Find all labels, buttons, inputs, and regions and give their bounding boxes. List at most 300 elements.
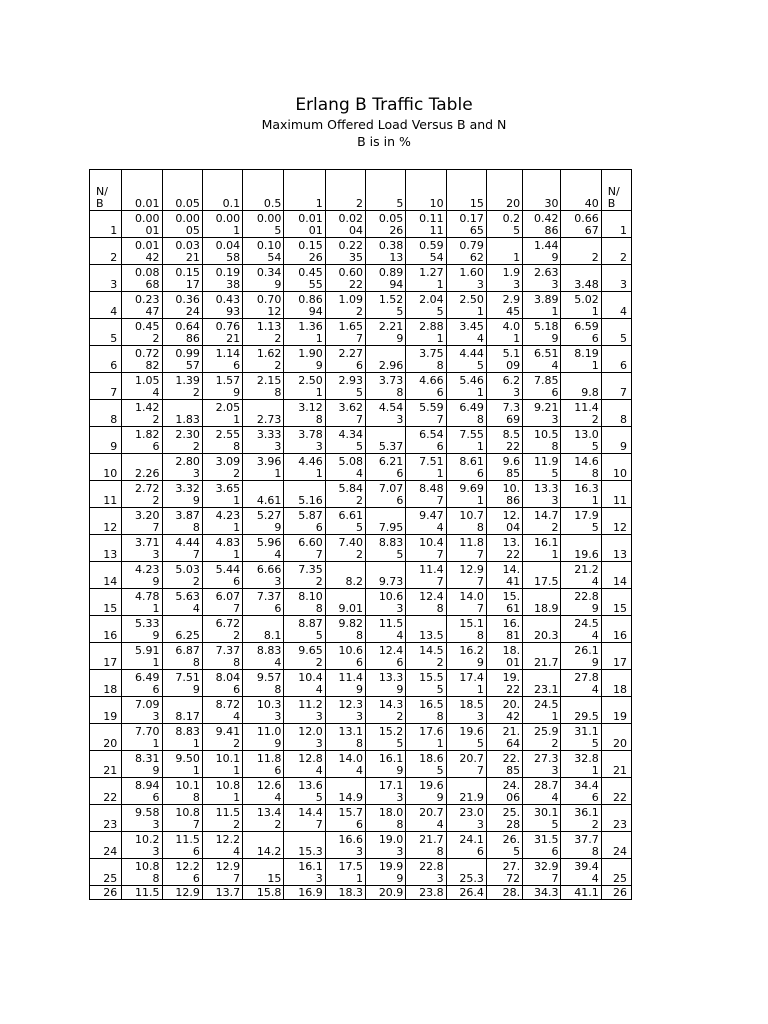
table-cell: 5.02 1: [561, 292, 601, 319]
table-cell: 12.4 6: [366, 643, 406, 670]
row-n-label-left: 21: [90, 751, 122, 778]
table-header-row: [90, 170, 632, 211]
table-cell: 2.30 2: [162, 427, 202, 454]
table-cell: 9.65 2: [284, 643, 325, 670]
table-cell: 2.15 8: [243, 373, 284, 400]
table-cell: 11.2 3: [284, 697, 325, 724]
row-n-label-left: 1: [90, 211, 122, 238]
table-row: [90, 832, 632, 859]
table-cell: 12.3 3: [325, 697, 365, 724]
table-cell: 26.1 9: [561, 643, 601, 670]
table-cell: 18.9: [523, 589, 561, 616]
table-cell: 18.3: [325, 886, 365, 900]
table-cell: 14.2: [243, 832, 284, 859]
table-cell: 8.48 7: [406, 481, 446, 508]
table-cell: 18.0 8: [366, 805, 406, 832]
table-row: [90, 535, 632, 562]
table-cell: 1.36 1: [284, 319, 325, 346]
table-cell: 7.07 6: [366, 481, 406, 508]
row-n-label-right: 26: [601, 886, 631, 900]
table-cell: 0.45 55: [284, 265, 325, 292]
table-cell: 3.62 7: [325, 400, 365, 427]
table-cell: 16.9: [284, 886, 325, 900]
row-n-label-left: 19: [90, 697, 122, 724]
table-cell: 6.25: [162, 616, 202, 643]
table-cell: 3.78 3: [284, 427, 325, 454]
table-cell: 3.32 9: [162, 481, 202, 508]
table-cell: 0.64 86: [162, 319, 202, 346]
table-row: [90, 346, 632, 373]
table-cell: 3.89 1: [523, 292, 561, 319]
row-n-label-left: 16: [90, 616, 122, 643]
row-n-label-left: 24: [90, 832, 122, 859]
table-row: [90, 859, 632, 886]
table-cell: 0.04 58: [202, 238, 242, 265]
table-cell: 7.09 3: [122, 697, 162, 724]
row-n-label-right: 16: [601, 616, 631, 643]
row-n-label-right: 23: [601, 805, 631, 832]
table-cell: 9.41 2: [202, 724, 242, 751]
table-cell: 11.5: [122, 886, 162, 900]
table-cell: 10.2 3: [122, 832, 162, 859]
table-cell: 10.3 3: [243, 697, 284, 724]
table-cell: 3.75 8: [406, 346, 446, 373]
table-cell: 6.49 6: [122, 670, 162, 697]
table-cell: 3.73 8: [366, 373, 406, 400]
table-cell: 5.46 1: [446, 373, 486, 400]
table-cell: 0.22 35: [325, 238, 365, 265]
table-cell: 0.76 21: [202, 319, 242, 346]
column-header: 0.05: [162, 170, 202, 211]
row-n-label-left: 3: [90, 265, 122, 292]
table-cell: 1.82 6: [122, 427, 162, 454]
table-cell: 1.83: [162, 400, 202, 427]
table-cell: 3.33 3: [243, 427, 284, 454]
table-row: [90, 589, 632, 616]
table-cell: 25.9 2: [523, 724, 561, 751]
table-cell: 11.4 7: [406, 562, 446, 589]
table-cell: 6.54 6: [406, 427, 446, 454]
table-row: [90, 643, 632, 670]
table-cell: 16.1 3: [284, 859, 325, 886]
row-n-label-right: 15: [601, 589, 631, 616]
row-n-label-right: 3: [601, 265, 631, 292]
table-cell: 16.6 3: [325, 832, 365, 859]
table-cell: 16.1 9: [366, 751, 406, 778]
table-cell: 0.17 65: [446, 211, 486, 238]
table-cell: 7.51 9: [162, 670, 202, 697]
table-cell: 8.31 9: [122, 751, 162, 778]
table-cell: 9.21 3: [523, 400, 561, 427]
table-cell: 1.65 7: [325, 319, 365, 346]
row-n-label-right: 7: [601, 373, 631, 400]
table-cell: 0.23 47: [122, 292, 162, 319]
table-cell: 7.55 1: [446, 427, 486, 454]
table-cell: 13.6 5: [284, 778, 325, 805]
table-cell: 0.99 57: [162, 346, 202, 373]
page-title: Erlang B Traffic Table: [295, 95, 473, 115]
table-cell: 6.49 8: [446, 400, 486, 427]
table-cell: 2.73: [243, 400, 284, 427]
table-cell: 1.05 4: [122, 373, 162, 400]
table-cell: 7.35 2: [284, 562, 325, 589]
table-cell: 32.9 7: [523, 859, 561, 886]
table-cell: 0.15 26: [284, 238, 325, 265]
table-cell: 12.0 3: [284, 724, 325, 751]
row-n-label-right: 9: [601, 427, 631, 454]
table-cell: 19.6: [561, 535, 601, 562]
table-cell: 4.0 1: [486, 319, 522, 346]
table-cell: 1: [486, 238, 522, 265]
table-cell: 2.63 3: [523, 265, 561, 292]
table-cell: 2.21 9: [366, 319, 406, 346]
table-cell: 0.66 67: [561, 211, 601, 238]
table-cell: 27.8 4: [561, 670, 601, 697]
table-cell: 2.55 8: [202, 427, 242, 454]
table-cell: 10.4 4: [284, 670, 325, 697]
table-cell: 0.05 26: [366, 211, 406, 238]
table-cell: 17.5 1: [325, 859, 365, 886]
page-subtitle-units: B is in %: [357, 134, 411, 149]
table-cell: 36.1 2: [561, 805, 601, 832]
row-n-label-right: 10: [601, 454, 631, 481]
table-cell: 7.37 6: [243, 589, 284, 616]
table-row: [90, 292, 632, 319]
table-cell: 5.59 7: [406, 400, 446, 427]
table-row: [90, 427, 632, 454]
table-cell: 6.51 4: [523, 346, 561, 373]
table-cell: 15.3: [284, 832, 325, 859]
table-cell: 5.16: [284, 481, 325, 508]
table-cell: 9.6 85: [486, 454, 522, 481]
table-cell: 0.03 21: [162, 238, 202, 265]
table-cell: 8.94 6: [122, 778, 162, 805]
table-cell: 2.50 1: [284, 373, 325, 400]
table-cell: 6.61 5: [325, 508, 365, 535]
table-cell: 5.37: [366, 427, 406, 454]
row-n-label-right: 21: [601, 751, 631, 778]
row-n-label-right: 11: [601, 481, 631, 508]
table-cell: 2.05 1: [202, 400, 242, 427]
table-cell: 12. 04: [486, 508, 522, 535]
table-cell: 14.3 2: [366, 697, 406, 724]
row-n-label-left: 15: [90, 589, 122, 616]
table-row: [90, 373, 632, 400]
column-header: 5: [366, 170, 406, 211]
column-header: 40: [561, 170, 601, 211]
table-cell: 17.6 1: [406, 724, 446, 751]
table-row: [90, 751, 632, 778]
corner-header-left: N/ B: [90, 170, 122, 211]
table-cell: 14.9: [325, 778, 365, 805]
row-n-label-left: 9: [90, 427, 122, 454]
table-cell: 10.7 8: [446, 508, 486, 535]
table-cell: 14.0 4: [325, 751, 365, 778]
table-cell: 10.8 1: [202, 778, 242, 805]
table-cell: 11.4 9: [325, 670, 365, 697]
table-cell: 3.45 4: [446, 319, 486, 346]
table-cell: 1.42 2: [122, 400, 162, 427]
table-cell: 9.57 8: [243, 670, 284, 697]
table-cell: 3.65 1: [202, 481, 242, 508]
table-cell: 9.01: [325, 589, 365, 616]
table-cell: 8.72 4: [202, 697, 242, 724]
table-cell: 12.4 8: [406, 589, 446, 616]
table-cell: 3.12 8: [284, 400, 325, 427]
table-cell: 6.60 7: [284, 535, 325, 562]
table-cell: 31.1 5: [561, 724, 601, 751]
table-cell: 28.7 4: [523, 778, 561, 805]
table-cell: 4.23 9: [122, 562, 162, 589]
table-cell: 21.7 8: [406, 832, 446, 859]
table-cell: 9.73: [366, 562, 406, 589]
table-cell: 10.8 7: [162, 805, 202, 832]
table-cell: 16.2 9: [446, 643, 486, 670]
table-cell: 22. 85: [486, 751, 522, 778]
table-cell: 1.13 2: [243, 319, 284, 346]
table-cell: 5.44 6: [202, 562, 242, 589]
table-cell: 6.66 3: [243, 562, 284, 589]
table-cell: 9.50 1: [162, 751, 202, 778]
table-cell: 2.80 3: [162, 454, 202, 481]
table-cell: 15.8: [243, 886, 284, 900]
table-cell: 26. 5: [486, 832, 522, 859]
table-cell: 4.66 6: [406, 373, 446, 400]
table-cell: 9.69 1: [446, 481, 486, 508]
table-cell: 20.3: [523, 616, 561, 643]
table-cell: 21.7: [523, 643, 561, 670]
table-cell: 8.5 22: [486, 427, 522, 454]
row-n-label-left: 23: [90, 805, 122, 832]
table-cell: 5.63 4: [162, 589, 202, 616]
table-cell: 4.44 5: [446, 346, 486, 373]
table-cell: 0.43 93: [202, 292, 242, 319]
table-cell: 0.00 01: [122, 211, 162, 238]
table-cell: 23.8: [406, 886, 446, 900]
table-cell: 2.27 6: [325, 346, 365, 373]
table-cell: 13.3 9: [366, 670, 406, 697]
table-cell: 32.8 1: [561, 751, 601, 778]
column-header: 10: [406, 170, 446, 211]
table-cell: 21.9: [446, 778, 486, 805]
table-cell: 8.83 1: [162, 724, 202, 751]
erlang-b-table: [89, 169, 632, 900]
table-cell: 5.08 4: [325, 454, 365, 481]
column-header: 2: [325, 170, 365, 211]
table-cell: 15. 61: [486, 589, 522, 616]
table-cell: 16.3 1: [561, 481, 601, 508]
table-row: [90, 778, 632, 805]
table-cell: 13.4 2: [243, 805, 284, 832]
table-row: [90, 562, 632, 589]
table-cell: 14.5 2: [406, 643, 446, 670]
table-cell: 12.6 4: [243, 778, 284, 805]
table-cell: 0.60 22: [325, 265, 365, 292]
column-header: 20: [486, 170, 522, 211]
table-cell: 7.3 69: [486, 400, 522, 427]
table-cell: 2.26: [122, 454, 162, 481]
row-n-label-right: 14: [601, 562, 631, 589]
table-cell: 17.1 3: [366, 778, 406, 805]
table-cell: 13.3 3: [523, 481, 561, 508]
table-cell: 12.9 7: [202, 859, 242, 886]
row-n-label-left: 6: [90, 346, 122, 373]
table-cell: 3.09 2: [202, 454, 242, 481]
table-cell: 6.21 6: [366, 454, 406, 481]
table-cell: 2.93 5: [325, 373, 365, 400]
table-cell: 7.37 8: [202, 643, 242, 670]
table-cell: 0.00 1: [202, 211, 242, 238]
table-cell: 30.1 5: [523, 805, 561, 832]
table-cell: 0.34 9: [243, 265, 284, 292]
table-cell: 27.3 3: [523, 751, 561, 778]
table-cell: 39.4 4: [561, 859, 601, 886]
table-cell: 1.57 9: [202, 373, 242, 400]
row-n-label-right: 17: [601, 643, 631, 670]
row-n-label-right: 5: [601, 319, 631, 346]
table-cell: 13.1 8: [325, 724, 365, 751]
table-cell: 23.0 3: [446, 805, 486, 832]
table-row: [90, 400, 632, 427]
table-cell: 2.04 5: [406, 292, 446, 319]
table-cell: 5.87 6: [284, 508, 325, 535]
row-n-label-right: 4: [601, 292, 631, 319]
table-cell: 7.40 2: [325, 535, 365, 562]
table-row: [90, 508, 632, 535]
table-cell: 12.8 4: [284, 751, 325, 778]
table-cell: 7.70 1: [122, 724, 162, 751]
table-cell: 4.23 1: [202, 508, 242, 535]
table-cell: 14.4 7: [284, 805, 325, 832]
table-cell: 3.71 3: [122, 535, 162, 562]
row-n-label-left: 5: [90, 319, 122, 346]
table-cell: 10.5 8: [523, 427, 561, 454]
row-n-label-left: 18: [90, 670, 122, 697]
table-cell: 10.4 7: [406, 535, 446, 562]
table-cell: 0.08 68: [122, 265, 162, 292]
table-row: [90, 724, 632, 751]
table-cell: 18. 01: [486, 643, 522, 670]
table-cell: 37.7 8: [561, 832, 601, 859]
table-cell: 8.83 4: [243, 643, 284, 670]
table-cell: 14.7 2: [523, 508, 561, 535]
table-cell: 0.70 12: [243, 292, 284, 319]
table-cell: 1.44 9: [523, 238, 561, 265]
table-row: [90, 454, 632, 481]
table-cell: 0.02 04: [325, 211, 365, 238]
table-cell: 0.72 82: [122, 346, 162, 373]
table-cell: 34.3: [523, 886, 561, 900]
table-cell: 0.00 05: [162, 211, 202, 238]
row-n-label-left: 22: [90, 778, 122, 805]
table-cell: 20.7 7: [446, 751, 486, 778]
row-n-label-left: 20: [90, 724, 122, 751]
table-cell: 41.1: [561, 886, 601, 900]
table-cell: 20. 42: [486, 697, 522, 724]
table-cell: 3.87 8: [162, 508, 202, 535]
table-cell: 5.03 2: [162, 562, 202, 589]
table-cell: 16.1 1: [523, 535, 561, 562]
table-cell: 1.62 2: [243, 346, 284, 373]
table-cell: 8.19 1: [561, 346, 601, 373]
table-cell: 27. 72: [486, 859, 522, 886]
table-cell: 0.38 13: [366, 238, 406, 265]
table-cell: 0.2 5: [486, 211, 522, 238]
column-header: 1: [284, 170, 325, 211]
table-cell: 24.1 6: [446, 832, 486, 859]
table-cell: 0.15 17: [162, 265, 202, 292]
table-cell: 17.4 1: [446, 670, 486, 697]
table-cell: 0.89 94: [366, 265, 406, 292]
table-row: [90, 211, 632, 238]
table-cell: 5.91 1: [122, 643, 162, 670]
table-cell: 4.46 1: [284, 454, 325, 481]
table-cell: 12.9 7: [446, 562, 486, 589]
table-cell: 2.88 1: [406, 319, 446, 346]
table-cell: 0.45 2: [122, 319, 162, 346]
column-header: 15: [446, 170, 486, 211]
table-cell: 28.: [486, 886, 522, 900]
table-cell: 1.09 2: [325, 292, 365, 319]
table-cell: 0.10 54: [243, 238, 284, 265]
column-header: 30: [523, 170, 561, 211]
table-cell: 0.86 94: [284, 292, 325, 319]
table-cell: 0.11 11: [406, 211, 446, 238]
table-cell: 2: [561, 238, 601, 265]
table-cell: 8.04 6: [202, 670, 242, 697]
table-cell: 13.0 5: [561, 427, 601, 454]
table-cell: 0.01 01: [284, 211, 325, 238]
table-cell: 8.61 6: [446, 454, 486, 481]
table-cell: 19.0 3: [366, 832, 406, 859]
table-cell: 6.87 8: [162, 643, 202, 670]
table-cell: 12.2 4: [202, 832, 242, 859]
table-row: [90, 238, 632, 265]
table-cell: 8.1: [243, 616, 284, 643]
table-row: [90, 616, 632, 643]
row-n-label-right: 2: [601, 238, 631, 265]
column-header: 0.1: [202, 170, 242, 211]
table-cell: 11.4 2: [561, 400, 601, 427]
table-cell: 24.5 4: [561, 616, 601, 643]
row-n-label-left: 17: [90, 643, 122, 670]
table-cell: 19.6 9: [406, 778, 446, 805]
table-cell: 22.8 9: [561, 589, 601, 616]
table-row: [90, 886, 632, 900]
table-cell: 2.50 1: [446, 292, 486, 319]
table-cell: 8.2: [325, 562, 365, 589]
table-cell: 13. 22: [486, 535, 522, 562]
row-n-label-left: 11: [90, 481, 122, 508]
table-row: [90, 319, 632, 346]
table-cell: 4.34 5: [325, 427, 365, 454]
page-subtitle: Maximum Offered Load Versus B and N: [261, 117, 507, 132]
table-cell: 6.07 7: [202, 589, 242, 616]
table-cell: 9.82 8: [325, 616, 365, 643]
table-cell: 7.95: [366, 508, 406, 535]
table-cell: 3.20 7: [122, 508, 162, 535]
table-cell: 8.83 5: [366, 535, 406, 562]
table-cell: 11.5 6: [162, 832, 202, 859]
table-cell: 1.27 1: [406, 265, 446, 292]
table-cell: 31.5 6: [523, 832, 561, 859]
column-header: 0.01: [122, 170, 162, 211]
table-cell: 14.0 7: [446, 589, 486, 616]
table-cell: 13.7: [202, 886, 242, 900]
row-n-label-left: 2: [90, 238, 122, 265]
table-cell: 8.17: [162, 697, 202, 724]
row-n-label-right: 24: [601, 832, 631, 859]
